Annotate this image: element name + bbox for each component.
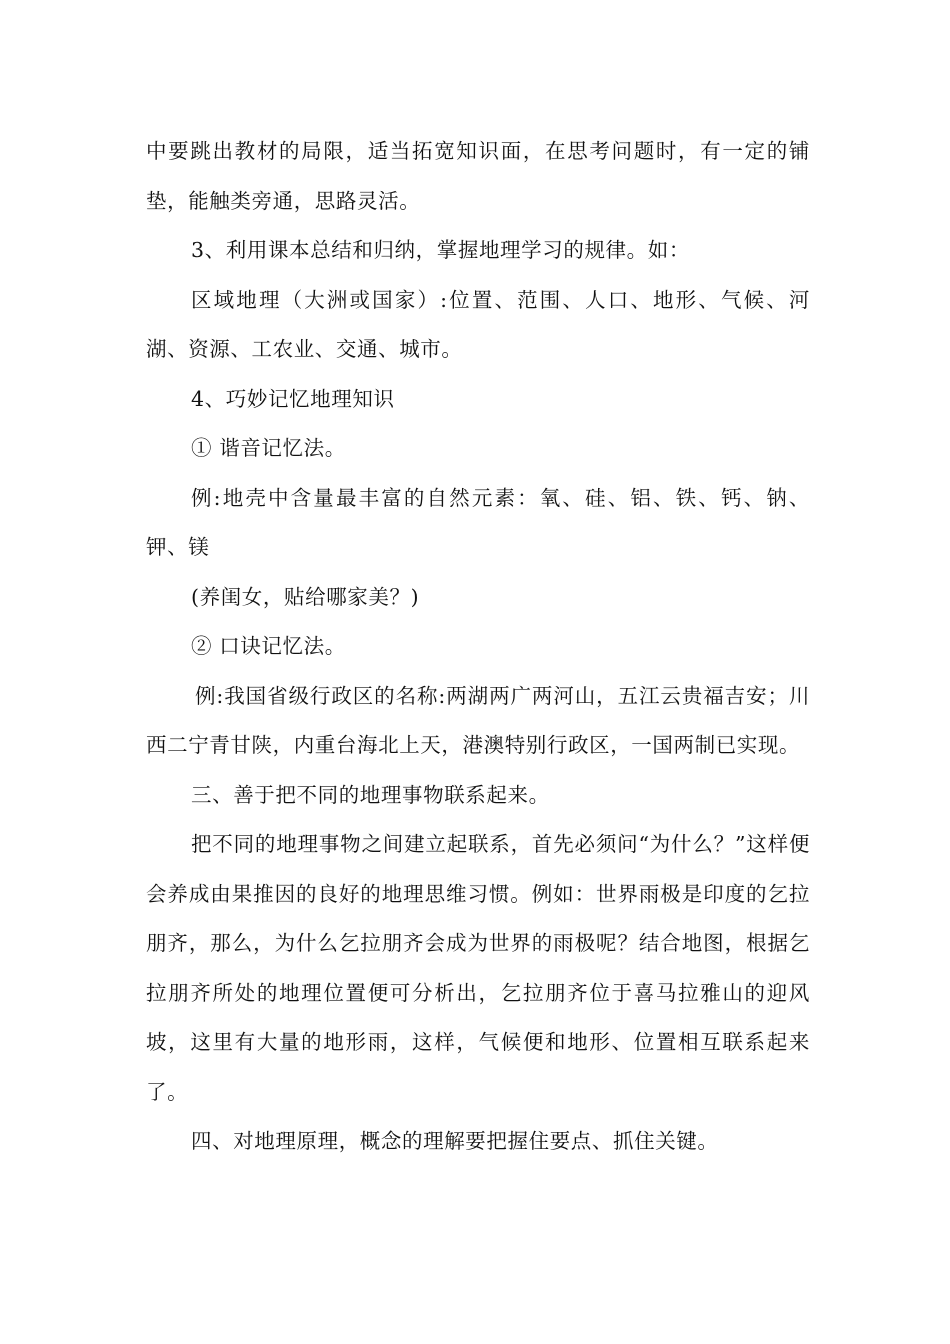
heading-section-3: 三、善于把不同的地理事物联系起来。 — [191, 782, 550, 807]
paragraph-3-summary: 3、利用课本总结和归纳，掌握地理学习的规律。如： — [191, 238, 690, 262]
paragraph-connections: 把不同的地理事物之间建立起联系，首先必须问“为什么？”这样便会养成由果推因的良好的地理思维习惯。例如：世界雨极是印度的乞拉朋齐，那么，为什么乞拉朋齐会成为世界的雨极呢？结合地图，根据乞拉朋齐所处的地理位置便可分析出，乞拉朋齐位于喜马拉雅山的迎风坡，这里有大量的地形雨，这样，气候便和地形、位置相互联系起来了。 — [146, 832, 810, 1104]
paragraph-regional-geography: 区域地理（大洲或国家）:位置、范围、人口、地形、气候、河湖、资源、工农业、交通、城市。 — [146, 287, 810, 361]
document-page — [146, 127, 810, 1167]
paragraph-continuation: 中要跳出教材的局限，适当拓宽知识面，在思考问题时，有一定的铺垫，能触类旁通，思路灵活。 — [146, 139, 810, 213]
paragraph-4-memory: 4、巧妙记忆地理知识 — [191, 386, 395, 411]
paragraph-provinces-example: 例:我国省级行政区的名称:两湖两广两河山，五江云贵福吉安；川西二宁青甘陕，内重台海北上天，港澳特别行政区，一国两制已实现。 — [146, 683, 810, 757]
paragraph-rhyme-method: ② 口诀记忆法。 — [191, 634, 346, 658]
heading-section-4: 四、对地理原理，概念的理解要把握住要点、抓住关键。 — [191, 1129, 719, 1153]
paragraph-crust-elements-example: 例:地壳中含量最丰富的自然元素：氧、硅、铝、铁、钙、钠、钾、镁 — [146, 485, 810, 559]
paragraph-homophone-mnemonic: (养闺女，贴给哪家美？) — [191, 584, 420, 609]
paragraph-homophone-method: ① 谐音记忆法。 — [191, 436, 346, 460]
